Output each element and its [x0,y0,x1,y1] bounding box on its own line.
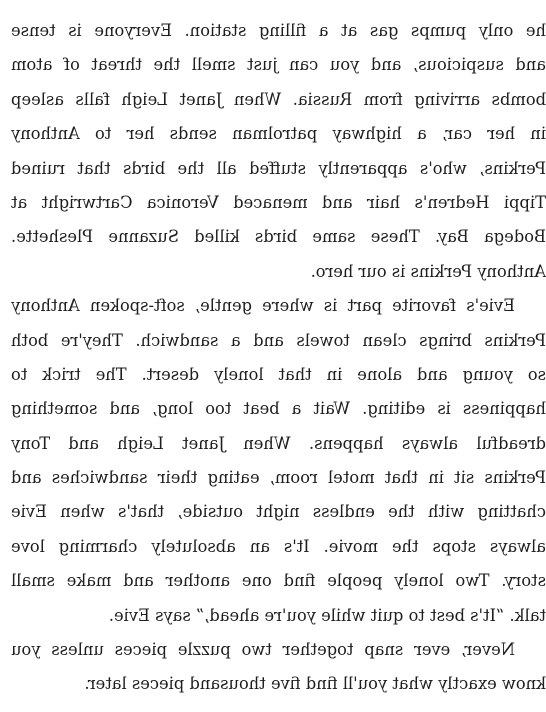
text-line: in her car, a highway patrolman sends her to Anthony [11,124,546,144]
text-line: Anthony Perkins is our hero. [310,261,546,281]
text-line: happiness is editing. Wait a beat too long, and something [11,399,546,419]
text-line: so young and alone in that lonely desert. The trick to [11,364,546,384]
text-line: know exactly what you'll find five thousand pieces later. [84,674,546,694]
text-line: bombs arriving from Russia. When Janet Leigh falls asleep [11,89,546,109]
text-line: he only pumps gas at a filling station. Everyone is tense [11,21,546,40]
text-line: and suspicious, and you can just smell the threat of atom [11,55,546,75]
text-line: dreadful always happens. When Janet Leigh and Tony [11,433,546,453]
paragraph-3 [11,633,546,702]
paragraph-2 [11,289,546,633]
text-line: story. Two lonely people find one another and make small [11,571,546,591]
text-line: talk. “It's best to quit while you're ahead,” says Evie. [108,605,546,625]
text-line: Never, ever snap together two puzzle pieces unless you [11,640,515,660]
body-text [11,0,546,702]
text-line: Bodega Bay. These same birds killed Suzanne Pleshette. [11,227,546,247]
text-line: Perkins sit in that motel room, eating their sandwiches and [11,468,546,488]
paragraph-1 [11,14,546,289]
text-line: Tippi Hedren's hair and menaced Veronica Cartwright at [11,192,546,212]
text-line: Perkins brings clean towels and a sandwich. They're both [11,330,546,350]
text-line: always stops the movie. It's an absolutely charming love [11,536,546,556]
text-line: Evie's favorite part is where gentle, soft-spoken Anthony [11,296,515,316]
text-line: chatting with the endless night outside, that's when Evie [11,502,546,522]
text-line: Perkins, who's apparently stuffed all the birds that ruined [11,158,546,178]
